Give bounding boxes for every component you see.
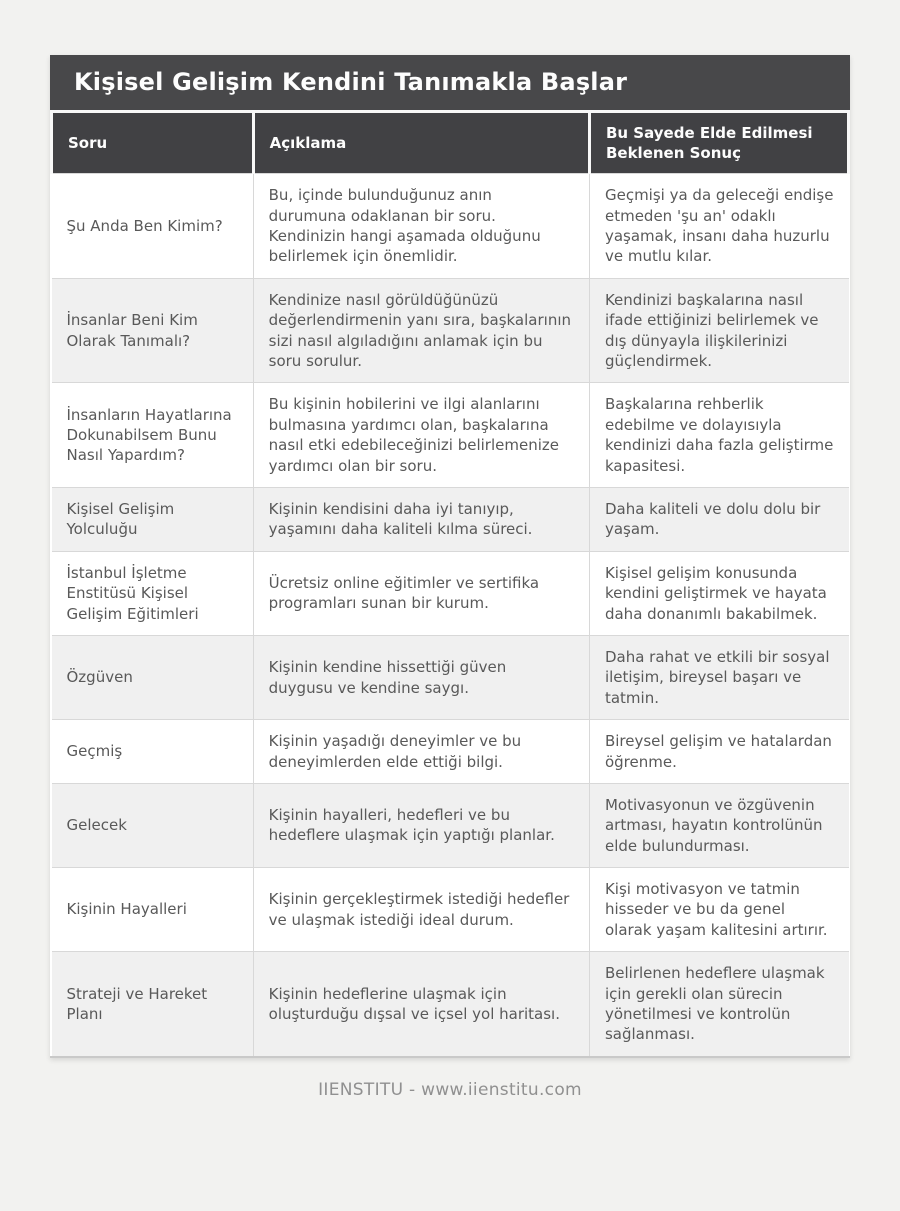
cell-aciklama: Kişinin yaşadığı deneyimler ve bu deneyimlerden elde ettiği bilgi. bbox=[253, 720, 589, 784]
page-title: Kişisel Gelişim Kendini Tanımakla Başlar bbox=[50, 55, 850, 110]
cell-soru: İstanbul İşletme Enstitüsü Kişisel Gelişim Eğitimleri bbox=[52, 551, 254, 635]
cell-soru: Geçmiş bbox=[52, 720, 254, 784]
cell-aciklama: Bu, içinde bulunduğunuz anın durumuna odaklanan bir soru. Kendinizin hangi aşamada olduğunu belirlemek için önemlidir. bbox=[253, 174, 589, 279]
table-body bbox=[52, 174, 849, 1056]
cell-sonuc: Kendinizi başkalarına nasıl ifade ettiğinizi belirlemek ve dış dünyayla ilişkilerinizi güçlendirmek. bbox=[589, 278, 848, 383]
cell-sonuc: Belirlenen hedeflere ulaşmak için gerekli olan sürecin yönetilmesi ve kontrolün sağlanması. bbox=[589, 952, 848, 1056]
cell-soru: Şu Anda Ben Kimim? bbox=[52, 174, 254, 279]
cell-sonuc: Kişi motivasyon ve tatmin hisseder ve bu da genel olarak yaşam kalitesini artırır. bbox=[589, 868, 848, 952]
table-row bbox=[52, 174, 849, 279]
cell-sonuc: Daha kaliteli ve dolu dolu bir yaşam. bbox=[589, 487, 848, 551]
cell-soru: Gelecek bbox=[52, 783, 254, 867]
cell-aciklama: Kişinin kendisini daha iyi tanıyıp, yaşamını daha kaliteli kılma süreci. bbox=[253, 487, 589, 551]
cell-sonuc: Motivasyonun ve özgüvenin artması, hayatın kontrolünün elde bulundurması. bbox=[589, 783, 848, 867]
cell-aciklama: Ücretsiz online eğitimler ve sertifika programları sunan bir kurum. bbox=[253, 551, 589, 635]
cell-soru: İnsanların Hayatlarına Dokunabilsem Bunu Nasıl Yapardım? bbox=[52, 383, 254, 488]
table-row bbox=[52, 868, 849, 952]
cell-soru: Kişinin Hayalleri bbox=[52, 868, 254, 952]
cell-soru: Strateji ve Hareket Planı bbox=[52, 952, 254, 1056]
column-header-beklenen-sonuc: Bu Sayede Elde Edilmesi Beklenen Sonuç bbox=[589, 111, 848, 174]
cell-sonuc: Bireysel gelişim ve hatalardan öğrenme. bbox=[589, 720, 848, 784]
table-row bbox=[52, 487, 849, 551]
column-header-soru: Soru bbox=[52, 111, 254, 174]
table-row bbox=[52, 278, 849, 383]
cell-aciklama: Kişinin gerçekleştirmek istediği hedefler ve ulaşmak istediği ideal durum. bbox=[253, 868, 589, 952]
footer-credit: IIENSTITU - www.iienstitu.com bbox=[318, 1079, 582, 1100]
table-row bbox=[52, 551, 849, 635]
cell-sonuc: Daha rahat ve etkili bir sosyal iletişim, bireysel başarı ve tatmin. bbox=[589, 635, 848, 719]
table-row bbox=[52, 783, 849, 867]
cell-aciklama: Kendinize nasıl görüldüğünüzü değerlendirmenin yanı sıra, başkalarının sizi nasıl algıladığını anlamak için bu soru sorulur. bbox=[253, 278, 589, 383]
column-header-aciklama: Açıklama bbox=[253, 111, 589, 174]
cell-aciklama: Bu kişinin hobilerini ve ilgi alanlarını bulmasına yardımcı olan, başkalarına nasıl etki edebileceğinizi belirlemenize yardımcı olan bir soru. bbox=[253, 383, 589, 488]
header-row bbox=[52, 111, 849, 174]
cell-sonuc: Başkalarına rehberlik edebilme ve dolayısıyla kendinizi daha fazla geliştirme kapasitesi. bbox=[589, 383, 848, 488]
cell-soru: Özgüven bbox=[52, 635, 254, 719]
cell-aciklama: Kişinin hedeflerine ulaşmak için oluşturduğu dışsal ve içsel yol haritası. bbox=[253, 952, 589, 1056]
table-row bbox=[52, 383, 849, 488]
cell-aciklama: Kişinin hayalleri, hedefleri ve bu hedeflere ulaşmak için yaptığı planlar. bbox=[253, 783, 589, 867]
table-row bbox=[52, 952, 849, 1056]
cell-aciklama: Kişinin kendine hissettiği güven duygusu ve kendine saygı. bbox=[253, 635, 589, 719]
cell-soru: İnsanlar Beni Kim Olarak Tanımalı? bbox=[52, 278, 254, 383]
table-row bbox=[52, 635, 849, 719]
cell-sonuc: Kişisel gelişim konusunda kendini geliştirmek ve hayata daha donanımlı bakabilmek. bbox=[589, 551, 848, 635]
table-row bbox=[52, 720, 849, 784]
personal-development-table bbox=[50, 110, 850, 1056]
cell-sonuc: Geçmişi ya da geleceği endişe etmeden 'şu an' odaklı yaşamak, insanı daha huzurlu ve mutlu kılar. bbox=[589, 174, 848, 279]
document-card bbox=[50, 55, 850, 1058]
cell-soru: Kişisel Gelişim Yolculuğu bbox=[52, 487, 254, 551]
